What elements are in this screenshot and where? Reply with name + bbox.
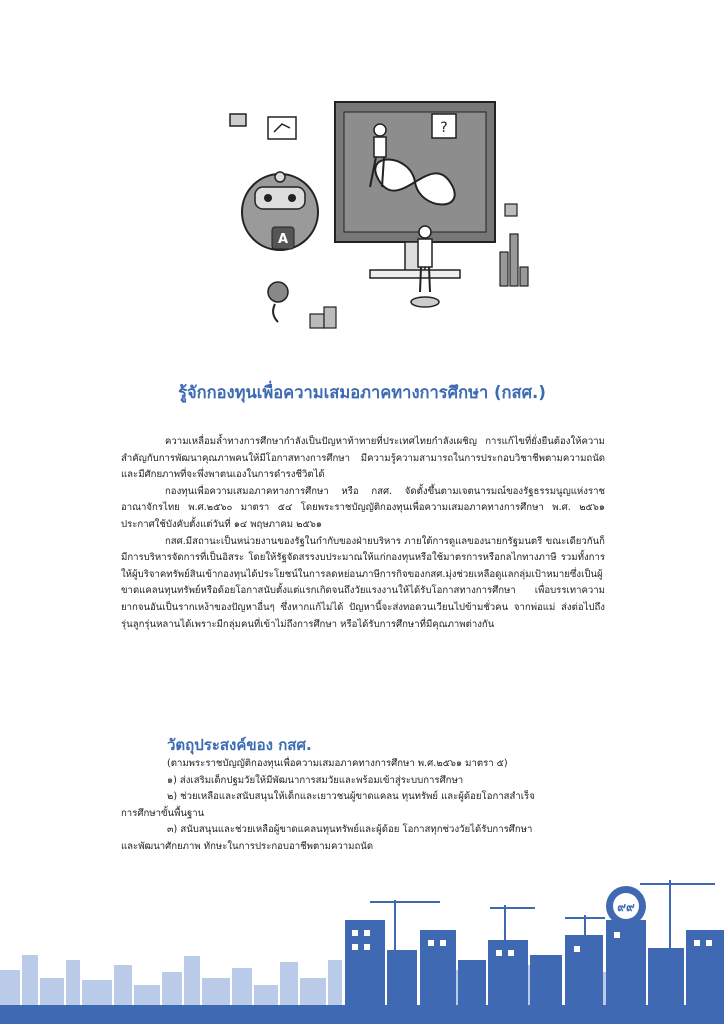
svg-text:?: ? bbox=[440, 120, 448, 136]
objective-item-cont: การศึกษาขั้นพื้นฐาน bbox=[121, 807, 205, 819]
robot-icon bbox=[242, 172, 318, 322]
city-skyline bbox=[0, 860, 724, 1024]
chat-bubble-icon bbox=[268, 117, 296, 139]
robot-badge-letter: A bbox=[277, 232, 289, 247]
intro-text bbox=[121, 434, 605, 633]
objective-item: ๓) สนับสนุนและช่วยเหลือผู้ขาดแคลนทุนทรัพย์และผู้ด้อย โอกาสทุกช่วงวัยได้รับการศึกษา bbox=[167, 824, 533, 836]
page-title: รู้จักกองทุนเพื่อความเสมอภาคทางการศึกษา (กสศ.) bbox=[178, 383, 546, 402]
question-icon bbox=[432, 114, 456, 138]
paragraph: ความเหลื่อมล้ำทางการศึกษากำลังเป็นปัญหาท้าทายที่ประเทศไทยกำลังเผชิญ การแก้ไขที่ยั่งยืนต้องให้ความสำคัญกับการพัฒนาคุณภาพคนให้มีโอกาสทางการศึกษา มีความรู้ความสามารถในการประกอบวิชาชีพตามความถนัดและมีศักยภาพที่จะพึ่งพาตนเองในการดำรงชีวิตได้ bbox=[121, 436, 605, 481]
objectives-source: (ตามพระราชบัญญัติกองทุนเพื่อความเสมอภาคทางการศึกษา พ.ศ.๒๕๖๑ มาตรา ๕) bbox=[167, 758, 508, 769]
objective-item: ๑) ส่งเสริมเด็กปฐมวัยให้มีพัฒนาการสมวัยและพร้อมเข้าสู่ระบบการศึกษา bbox=[167, 774, 464, 786]
gear-icon bbox=[606, 886, 646, 926]
objectives-title: วัตถุประสงค์ของ กสศ. bbox=[167, 736, 312, 754]
objective-item: ๒) ช่วยเหลือและสนับสนุนให้เด็กและเยาวชนผู้ขาดแคลน ทุนทรัพย์ และผู้ด้อยโอกาสสำเร็จ bbox=[167, 791, 535, 803]
bar-chart-icon bbox=[500, 234, 528, 286]
hero-illustration bbox=[220, 92, 540, 342]
objectives-list bbox=[121, 756, 605, 856]
objective-item-cont: และพัฒนาศักยภาพ ทักษะในการประกอบอาชีพตามความถนัด bbox=[121, 840, 374, 852]
paragraph: กองทุนเพื่อความเสมอภาคทางการศึกษา หรือ กสศ. จัดตั้งขึ้นตามเจตนารมณ์ของรัฐธรรมนูญแห่งราชอาณาจักรไทย พ.ศ.๒๕๖๐ มาตรา ๕๔ โดยพระราชบัญญัติกองทุนเพื่อความเสมอภาคทางการศึกษา พ.ศ. ๒๕๖๑ ประกาศใช้บังคับตั้งแต่วันที่ ๑๔ พฤษภาคม ๒๕๖๑ bbox=[121, 485, 605, 530]
monitor-icon bbox=[335, 102, 495, 278]
blocks-icon bbox=[310, 307, 336, 328]
paragraph: กสศ.มีสถานะเป็นหน่วยงานของรัฐในกำกับของฝ่ายบริหาร ภายใต้การดูแลของนายกรัฐมนตรี ขณะเดียวกันก็มีการบริหารจัดการที่เป็นอิสระ โดยให้รัฐจัดสรรงบประมาณให้แก่กองทุนหรือใช้มาตรการหรือกลไกทางภาษี รวมทั้งการให้ผู้บริจาคทรัพย์สินเข้ากองทุนได้ประโยชน์ในการลดหย่อนภาษีการกิจของกสศ.มุ่งช่วยเหลือดูแลกลุ่มเป้าหมายซึ่งเป็นผู้ขาดแคลนทุนทรัพย์หรือด้อยโอกาสนับตั้งแต่แรกเกิดจนถึงวัยแรงงานให้ได้รับโอกาสทางการศึกษา เพื่อบรรเทาความยากจนอันเป็นรากเหง้าของปัญหาอื่นๆ ซึ่งหากแก้ไม่ได้ ปัญหานี้จะส่งทอดวนเวียนไปข้ามชั่วคน จากพ่อแม่ ส่งต่อไปถึงรุ่นลูกรุ่นหลานได้เพราะมีกลุ่มคนที่เข้าไม่ถึงการศึกษา หรือได้รับการศึกษาที่มีคุณภาพต่างกัน bbox=[121, 535, 605, 630]
gear-badge-text: ๙๙ bbox=[617, 900, 635, 914]
